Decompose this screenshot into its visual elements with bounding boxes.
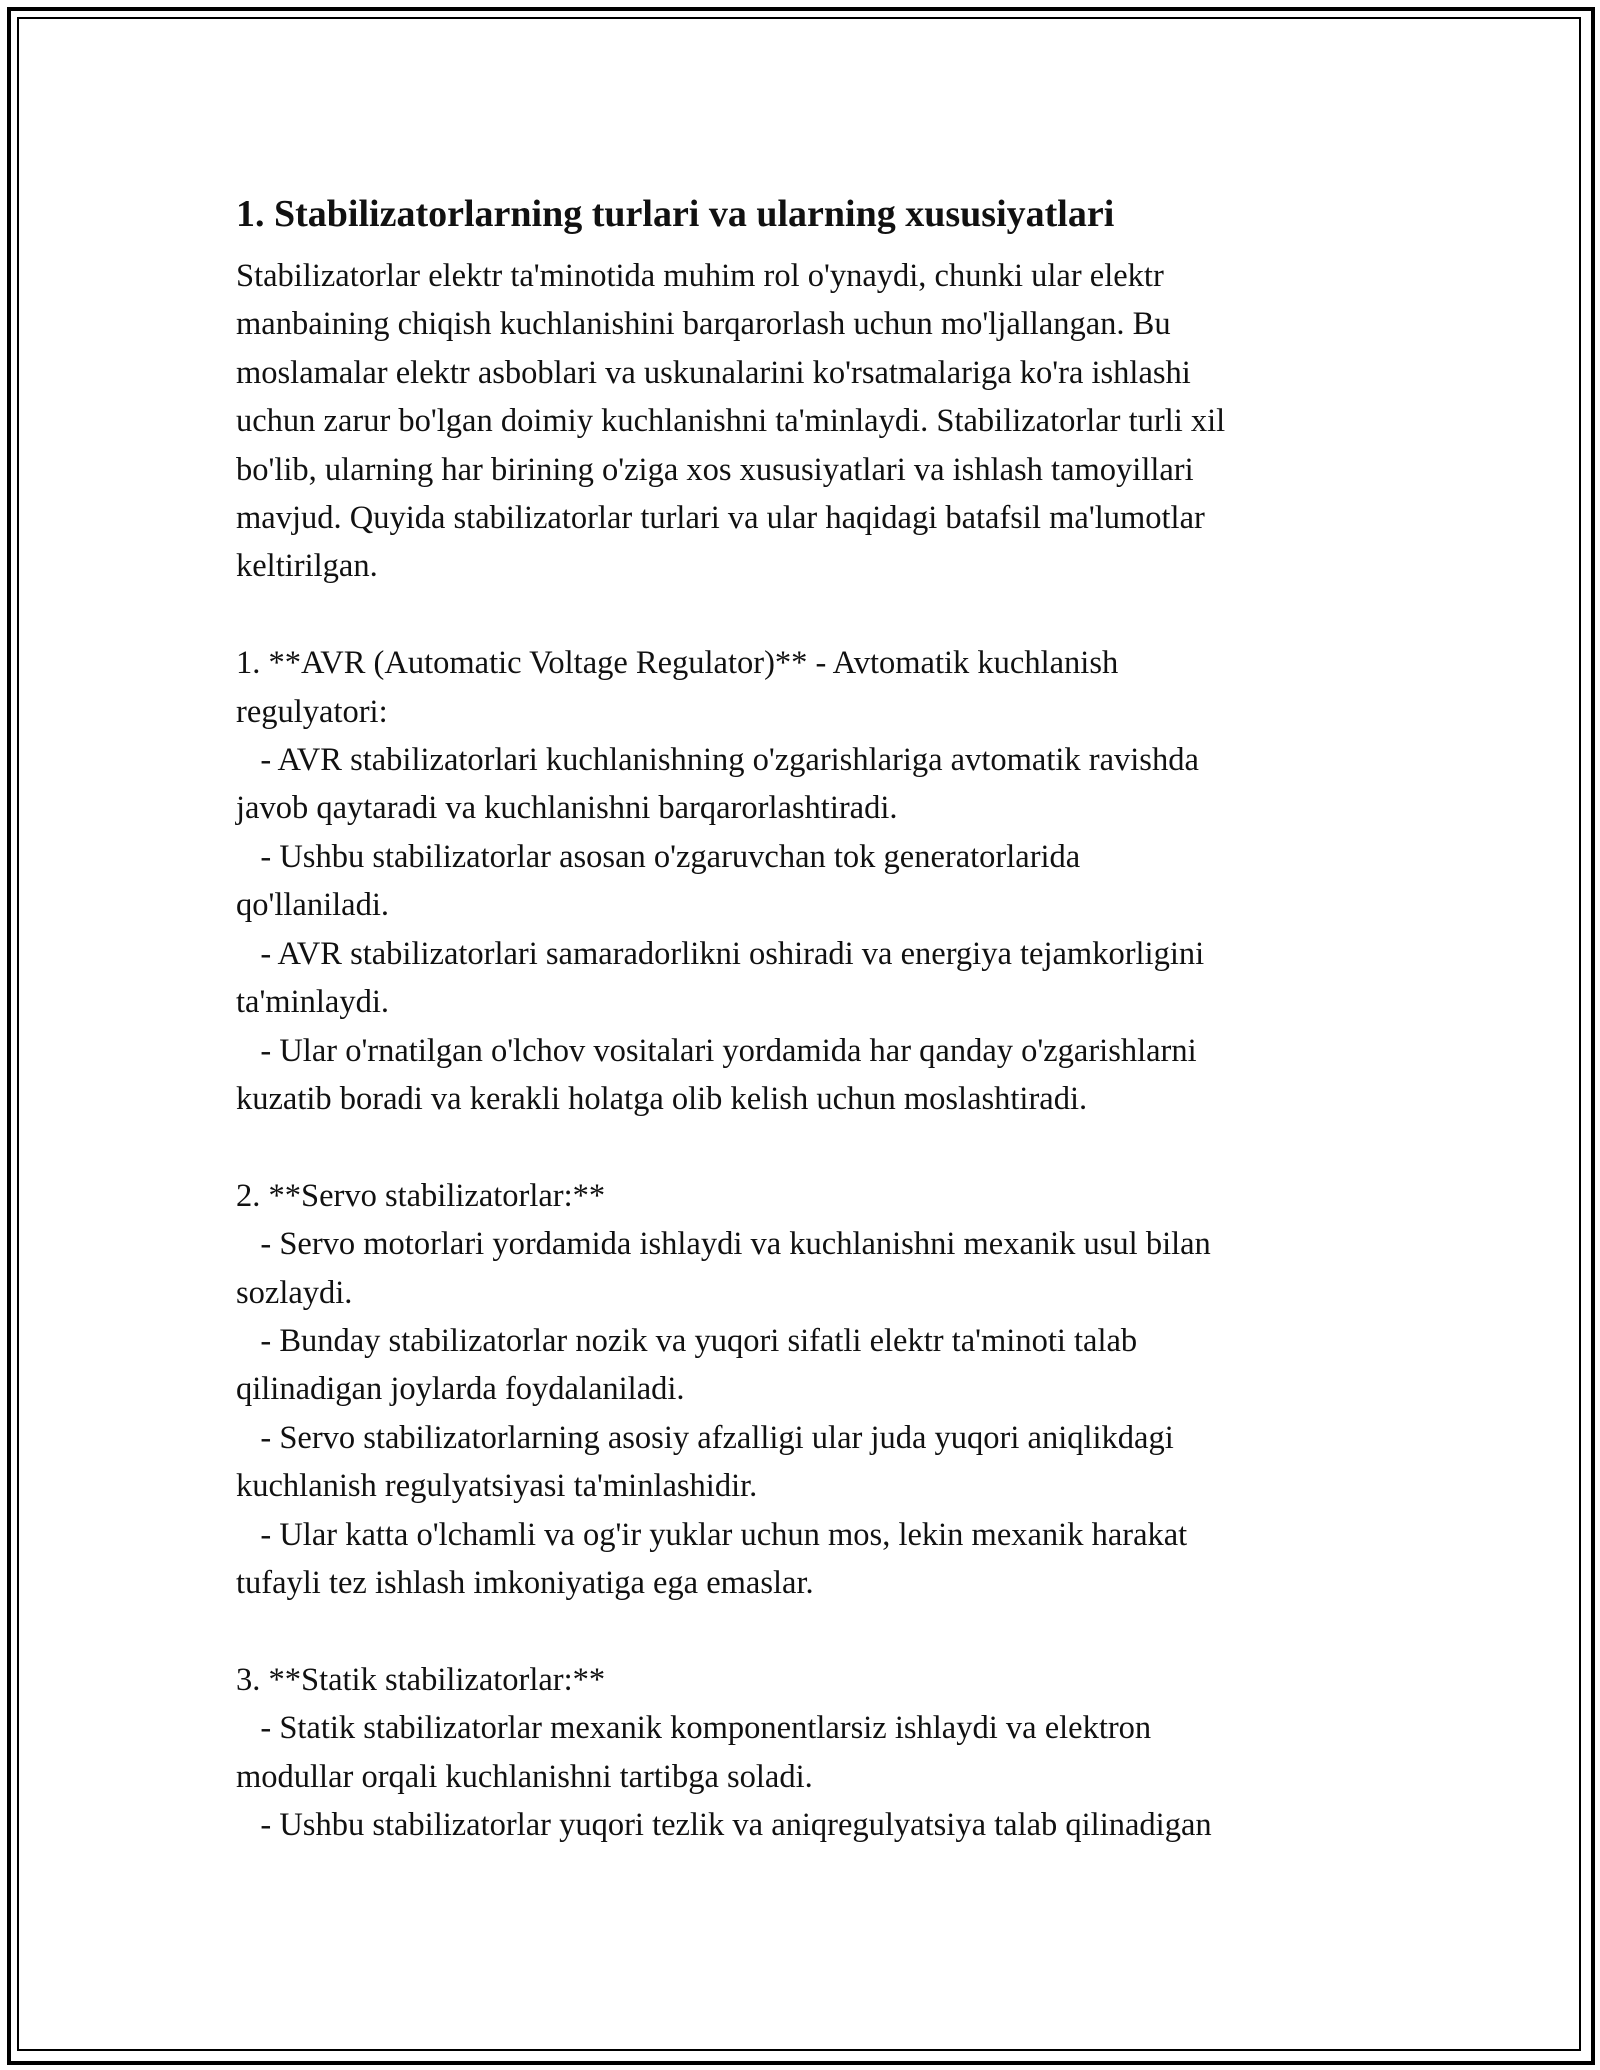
document-heading: 1. Stabilizatorlarning turlari va ularning xususiyatlari xyxy=(236,193,1115,235)
document-content xyxy=(236,186,1366,1849)
document-body-text: Stabilizatorlar elektr ta'minotida muhim rol o'ynaydi, chunki ular elektr manbaining chiqish kuchlanishini barqarorlash uchun mo'ljallangan. Bu moslamalar elektr asboblari va uskunalarini ko'rsatmalariga ko'ra ishlashi uchun zarur bo'lgan doimiy kuchlanishni ta'minlaydi. Stabilizatorlar turli xil bo'lib, ularning har birining o'ziga xos xususiyatlari va ishlash tamoyillari mavjud. Quyida stabilizatorlar turlari va ular haqidagi batafsil ma'lumotlar keltirilgan. 1. **AVR (Automatic Voltage Regulator)** - Avtomatik kuchlanish regulyatori: - AVR stabilizatorlari kuchlanishning o'zgarishlariga avtomatik ravishda javob qaytaradi va kuchlanishni barqarorlashtiradi. - Ushbu stabilizatorlar asosan o'zgaruvchan tok generatorlarida qo'llaniladi. - AVR stabilizatorlari samaradorlikni oshiradi va energiya tejamkorligini ta'minlaydi. - Ular o'rnatilgan o'lchov vositalari yordamida har qanday o'zgarishlarni kuzatib boradi va kerakli holatga olib kelish uchun moslashtiradi. 2. **Servo stabilizatorlar:** - Servo motorlari yordamida ishlaydi va kuchlanishni mexanik usul bilan sozlaydi. - Bunday stabilizatorlar nozik va yuqori sifatli elektr ta'minoti talab qilinadigan joylarda foydalaniladi. - Servo stabilizatorlarning asosiy afzalligi ular juda yuqori aniqlikdagi kuchlanish regulyatsiyasi ta'minlashidir. - Ular katta o'lchamli va og'ir yuklar uchun mos, lekin mexanik harakat tufayli tez ishlash imkoniyatiga ega emaslar. 3. **Statik stabilizatorlar:** - Statik stabilizatorlar mexanik komponentlarsiz ishlaydi va elektron modullar orqali kuchlanishni tartibga soladi. - Ushbu stabilizatorlar yuqori tezlik va aniqregulyatsiya talab qilinadigan xyxy=(236,258,1226,1843)
